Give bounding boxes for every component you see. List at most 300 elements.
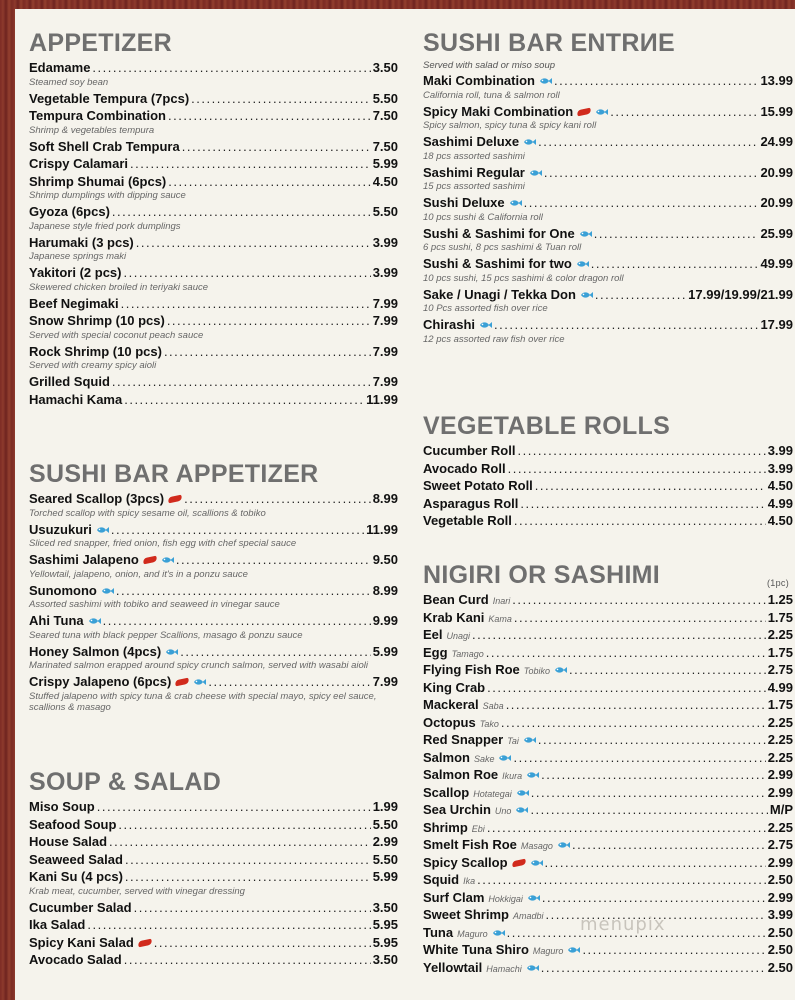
dot-leader: [112, 373, 371, 391]
item-price: 3.50: [372, 952, 398, 967]
item-name: Avocado Roll: [423, 460, 506, 476]
raw-fish-icon: [165, 648, 178, 656]
dot-leader: [524, 194, 759, 212]
section-title-text: NIGIRI OR SASHIMI: [423, 561, 661, 589]
item-description: Spicy salmon, spicy tuna & spicy kani roll: [423, 120, 597, 131]
item-price: 1.99: [372, 799, 398, 814]
item-description: Japanese springs maki: [29, 251, 127, 262]
menu-item-king-crab: [423, 679, 793, 697]
menu-item-salmon: [423, 749, 793, 767]
item-name: Usuzukuri: [29, 521, 92, 537]
item-price: 5.50: [372, 204, 398, 219]
dot-leader: [486, 644, 766, 662]
spicy-pepper-icon: [577, 107, 592, 116]
section-title-text: VEGETABLE ROLLS: [423, 412, 671, 440]
menu-item-avocado-roll: [423, 460, 793, 478]
item-name: Sweet Shrimp: [423, 907, 509, 922]
item-name: Octopus: [423, 714, 476, 730]
menu-item-asparagus-roll: [423, 495, 793, 513]
item-name: Sea Urchin: [423, 802, 491, 817]
raw-fish-icon: [530, 859, 543, 867]
menu-item-sashimi-jalapeno: [29, 551, 398, 569]
item-name: Krab Kani: [423, 609, 485, 625]
menu-item-salmon-roe: [423, 766, 793, 784]
spicy-pepper-icon: [137, 938, 152, 947]
spicy-pepper-icon: [511, 858, 526, 867]
item-japanese-name: Masago: [520, 841, 553, 851]
item-name: Crispy Jalapeno (6pcs): [29, 674, 172, 689]
menu-item-crispy-calamari: [29, 155, 398, 173]
item-name: Sunomono: [29, 582, 97, 598]
menu-item-snow-shrimp-10-pcs: [29, 312, 398, 330]
menu-page: [15, 9, 795, 1000]
dot-leader: [541, 959, 766, 977]
item-name: Tempura Combination: [29, 108, 166, 123]
item-name: King Crab: [423, 679, 486, 695]
menu-item-yakitori-2-pcs: [29, 264, 398, 282]
item-price: 5.99: [372, 156, 398, 171]
item-name: Ahi Tuna: [29, 613, 84, 628]
menu-item-cucumber-salad: [29, 899, 398, 917]
item-price: 2.99: [767, 854, 793, 870]
raw-fish-icon: [523, 138, 536, 146]
item-japanese-name: Tai: [507, 736, 519, 746]
menu-item-smelt-fish-roe: [423, 836, 793, 854]
raw-fish-icon: [479, 321, 492, 329]
dot-leader: [112, 203, 371, 221]
item-name: Cucumber Salad: [29, 899, 132, 915]
menu-item-spicy-kani-salad: [29, 934, 398, 952]
menu-item-maki-combination: [423, 72, 793, 90]
item-description: Served with creamy spicy aioli: [29, 360, 157, 371]
spicy-pepper-icon: [168, 495, 183, 504]
item-name: Edamame: [29, 60, 91, 75]
item-description: Served with special coconut peach sauce: [29, 329, 204, 341]
item-price: 5.99: [372, 643, 398, 659]
dot-leader: [514, 512, 766, 530]
menu-item-kani-su-4-pcs: [29, 868, 398, 886]
menu-item-flying-fish-roe: [423, 661, 793, 679]
item-name: Sashimi Jalapeno: [29, 552, 139, 567]
menu-item-bean-curd: [423, 591, 793, 609]
item-price: 13.99: [760, 73, 793, 88]
item-price: 25.99: [760, 225, 793, 241]
raw-fish-icon: [567, 946, 580, 954]
dot-leader: [541, 766, 766, 784]
item-name: Seaweed Salad: [29, 851, 123, 867]
section-title: [423, 410, 793, 442]
item-name: Egg: [423, 644, 448, 660]
dot-leader: [591, 255, 759, 273]
item-price: 2.50: [767, 872, 793, 887]
item-price: 11.99: [366, 521, 398, 537]
dot-leader: [154, 934, 371, 952]
item-price: 2.75: [767, 662, 793, 677]
item-name: Sashimi Regular: [423, 164, 525, 180]
menu-item-scallop: [423, 784, 793, 802]
section-appetizer: [29, 27, 398, 408]
item-price: 2.75: [767, 837, 793, 852]
item-name: Seafood Soup: [29, 816, 117, 832]
item-japanese-name: Maguro: [532, 946, 564, 956]
menu-item-seafood-soup: [29, 816, 398, 834]
item-price: 17.99: [760, 317, 793, 332]
item-price: 49.99: [760, 256, 793, 271]
dot-leader: [517, 442, 765, 460]
item-price: 1.75: [767, 697, 793, 712]
item-description: Shrimp & vegetables tempura: [29, 124, 155, 136]
dot-leader: [610, 103, 758, 121]
dot-leader: [531, 784, 766, 802]
dot-leader: [514, 609, 766, 627]
menu-item-soft-shell-crab-tempura: [29, 138, 398, 156]
item-price: 2.25: [767, 732, 793, 747]
dot-leader: [208, 673, 370, 691]
item-price: 4.50: [767, 513, 793, 528]
item-price: 2.25: [767, 749, 793, 765]
menu-item-shrimp: [423, 819, 793, 837]
item-description: 10 Pcs assorted fish over rice: [423, 303, 548, 314]
item-name: Seared Scallop (3pcs): [29, 491, 165, 506]
item-japanese-name: Ebi: [471, 823, 485, 834]
item-price: 5.95: [372, 917, 398, 932]
item-name: Squid: [423, 872, 460, 887]
section-sushi-bar-entree: [423, 27, 793, 347]
item-name: Sushi & Sashimi for One: [423, 225, 575, 241]
item-price: 2.50: [767, 924, 793, 940]
section-title: [423, 27, 793, 59]
raw-fish-icon: [88, 617, 101, 625]
item-price: 7.99: [372, 343, 398, 359]
section-title-text: SOUP & SALAD: [29, 768, 222, 796]
item-name: Smelt Fish Roe: [423, 837, 517, 852]
item-name: Salmon: [423, 749, 470, 765]
raw-fish-icon: [595, 108, 608, 116]
item-price: 3.50: [372, 60, 398, 75]
item-japanese-name: Hotategai: [473, 788, 512, 799]
raw-fish-icon: [557, 841, 570, 849]
raw-fish-icon: [516, 789, 529, 797]
item-description: 6 pcs sushi, 8 pcs sashimi & Tuan roll: [423, 242, 582, 253]
item-price: 1.25: [767, 592, 793, 607]
item-name: Yakitori (2 pcs): [29, 265, 122, 280]
item-price: 7.50: [372, 138, 398, 154]
menu-item-chirashi: [423, 316, 793, 334]
dot-leader: [513, 749, 765, 767]
menu-item-ahi-tuna: [29, 612, 398, 630]
dot-leader: [594, 225, 759, 243]
section-subtitle: Served with salad or miso soup: [423, 60, 556, 71]
item-price: 2.99: [372, 834, 398, 849]
item-japanese-name: Saba: [482, 701, 504, 711]
item-name: Sweet Potato Roll: [423, 478, 533, 493]
menu-item-mackeral: [423, 696, 793, 714]
dot-leader: [595, 286, 686, 304]
dot-leader: [180, 643, 370, 661]
dot-leader: [477, 871, 766, 889]
item-name: Cucumber Roll: [423, 443, 516, 458]
spicy-pepper-icon: [175, 678, 190, 687]
item-price: 8.99: [372, 582, 398, 598]
dot-leader: [130, 155, 371, 173]
menu-item-edamame: [29, 59, 398, 77]
item-name: Rock Shrimp (10 pcs): [29, 343, 162, 359]
item-price: 2.99: [767, 889, 793, 905]
item-name: White Tuna Shiro: [423, 942, 529, 957]
item-description: Assorted sashimi with tobiko and seaweed in vinegar sauce: [29, 599, 280, 610]
menu-item-harumaki-3-pcs: [29, 234, 398, 252]
item-japanese-name: Inari: [492, 596, 511, 606]
item-name: Sushi & Sashimi for two: [423, 256, 572, 271]
dot-leader: [109, 833, 371, 851]
dot-leader: [520, 495, 765, 513]
item-price: 4.99: [767, 495, 793, 511]
item-price: 2.50: [767, 959, 793, 975]
section-title: [423, 559, 793, 591]
menu-item-surf-clam: [423, 889, 793, 907]
section-title: [29, 458, 398, 490]
dot-leader: [487, 679, 766, 697]
item-description: Torched scallop with spicy sesame oil, scallions & tobiko: [29, 507, 266, 519]
item-price: 3.99: [767, 907, 793, 922]
dot-leader: [184, 490, 371, 508]
dot-leader: [545, 854, 766, 872]
dot-leader: [487, 819, 766, 837]
menu-item-sake-unagi-tekka-don: [423, 286, 793, 304]
menu-item-ika-salad: [29, 916, 398, 934]
section-title: [29, 27, 398, 59]
item-price: 3.99: [372, 265, 398, 280]
raw-fish-icon: [193, 678, 206, 686]
raw-fish-icon: [526, 771, 539, 779]
raw-fish-icon: [539, 77, 552, 85]
item-name: Asparagus Roll: [423, 495, 519, 511]
item-name: Grilled Squid: [29, 374, 110, 389]
item-name: Gyoza (6pcs): [29, 204, 110, 219]
menu-item-sea-urchin: [423, 801, 793, 819]
item-japanese-name: Tako: [479, 718, 499, 729]
item-name: Hamachi Kama: [29, 391, 123, 407]
raw-fish-icon: [492, 929, 505, 937]
menu-item-white-tuna-shiro: [423, 941, 793, 959]
item-name: Beef Negimaki: [29, 295, 119, 311]
item-name: Vegetable Roll: [423, 513, 512, 528]
menu-item-grilled-squid: [29, 373, 398, 391]
raw-fish-icon: [515, 806, 528, 814]
section-soup-salad: [29, 766, 398, 969]
item-description: Yellowtail, jalapeno, onion, and it's in a ponzu sauce: [29, 568, 248, 580]
dot-leader: [582, 941, 765, 959]
dot-leader: [111, 521, 364, 539]
watermark: menupix: [580, 914, 666, 935]
item-japanese-name: Kama: [488, 613, 512, 624]
item-japanese-name: Tamago: [451, 648, 484, 659]
raw-fish-icon: [498, 754, 511, 762]
item-price: 2.25: [767, 627, 793, 642]
dot-leader: [164, 343, 371, 361]
dot-leader: [125, 868, 371, 886]
dot-leader: [134, 899, 371, 917]
dot-leader: [87, 916, 370, 934]
item-japanese-name: Hokkigai: [488, 893, 523, 904]
dot-leader: [535, 477, 766, 495]
item-price: 2.99: [767, 767, 793, 782]
item-price: 3.99: [372, 234, 398, 250]
menu-item-honey-salmon-4pcs: [29, 643, 398, 661]
raw-fish-icon: [529, 169, 542, 177]
dot-leader: [118, 816, 370, 834]
dot-leader: [92, 59, 370, 77]
raw-fish-icon: [523, 736, 536, 744]
dot-leader: [472, 626, 766, 644]
dot-leader: [182, 138, 371, 156]
menu-item-yellowtail: [423, 959, 793, 977]
raw-fish-icon: [554, 666, 567, 674]
item-name: Miso Soup: [29, 799, 95, 814]
menu-item-sunomono: [29, 582, 398, 600]
dot-leader: [542, 889, 766, 907]
item-price: 5.99: [372, 869, 398, 884]
menu-item-crispy-jalapeno-6pcs: [29, 673, 398, 691]
item-name: Flying Fish Roe: [423, 662, 520, 677]
menu-item-hamachi-kama: [29, 391, 398, 409]
dot-leader: [512, 591, 765, 609]
item-name: Sashimi Deluxe: [423, 134, 520, 149]
item-price: 4.99: [767, 679, 793, 695]
dot-leader: [168, 107, 371, 125]
item-japanese-name: Ika: [463, 876, 476, 886]
item-price: 4.50: [372, 173, 398, 189]
item-name: Salmon Roe: [423, 767, 499, 782]
item-price: 7.99: [372, 674, 398, 689]
item-name: Bean Curd: [423, 592, 489, 607]
item-name: Ika Salad: [29, 917, 86, 932]
raw-fish-icon: [509, 199, 522, 207]
item-price: 7.99: [372, 374, 398, 389]
item-price: 3.99: [767, 443, 793, 458]
menu-item-sashimi-deluxe: [423, 133, 793, 151]
menu-item-usuzukuri: [29, 521, 398, 539]
item-japanese-name: Maguro: [457, 928, 488, 939]
item-price: 15.99: [760, 103, 793, 119]
section-title-text: APPETIZER: [29, 29, 172, 57]
item-name: Vegetable Tempura (7pcs): [29, 90, 190, 106]
dot-leader: [116, 582, 371, 600]
raw-fish-icon: [580, 291, 593, 299]
item-name: Maki Combination: [423, 73, 535, 88]
item-japanese-name: Tobiko: [523, 666, 550, 676]
menu-item-spicy-maki-combination: [423, 103, 793, 121]
menu-item-gyoza-6pcs: [29, 203, 398, 221]
dot-leader: [538, 731, 766, 749]
section-title: [29, 766, 398, 798]
item-description: Seared tuna with black pepper Scallions, masago & ponzu sauce: [29, 629, 303, 641]
dot-leader: [103, 612, 371, 630]
menu-item-sushi-sashimi-for-one: [423, 225, 793, 243]
item-name: Shrimp: [423, 819, 468, 835]
item-price: 2.25: [767, 714, 793, 730]
dot-leader: [136, 234, 371, 252]
item-description: 10 pcs sushi, 15 pcs sashimi & color dragon roll: [423, 272, 624, 284]
item-price: 2.99: [767, 784, 793, 800]
dot-leader: [506, 696, 766, 714]
dot-leader: [569, 661, 766, 679]
item-price: 4.50: [767, 478, 793, 493]
item-description: Japanese style fried pork dumplings: [29, 220, 181, 232]
item-price: 20.99: [760, 195, 793, 210]
menu-item-sweet-potato-roll: [423, 477, 793, 495]
item-name: Sake / Unagi / Tekka Don: [423, 286, 576, 302]
menu-item-egg: [423, 644, 793, 662]
item-description: Steamed soy bean: [29, 76, 109, 88]
item-price: 11.99: [366, 391, 398, 407]
item-name: Eel: [423, 627, 443, 642]
item-name: Scallop: [423, 784, 470, 800]
raw-fish-icon: [161, 556, 174, 564]
item-price: 2.50: [767, 942, 793, 957]
item-japanese-name: Hamachi: [486, 963, 522, 974]
item-name: Surf Clam: [423, 889, 485, 905]
section-title-text: SUSHI BAR ENTRИE: [423, 29, 675, 57]
dot-leader: [544, 164, 759, 182]
item-name: Snow Shrimp (10 pcs): [29, 313, 165, 328]
dot-leader: [501, 714, 766, 732]
dot-leader: [554, 72, 759, 90]
item-description: Sliced red snapper, fried onion, fish egg with chef special sauce: [29, 538, 297, 549]
item-price: 9.99: [372, 613, 398, 628]
item-price: 1.75: [767, 609, 793, 625]
item-description: 18 pcs assorted sashimi: [423, 150, 525, 162]
dot-leader: [494, 316, 758, 334]
menu-item-house-salad: [29, 833, 398, 851]
menu-item-sushi-sashimi-for-two: [423, 255, 793, 273]
menu-item-squid: [423, 871, 793, 889]
item-price: 8.99: [372, 491, 398, 506]
item-price: 7.50: [372, 108, 398, 123]
dot-leader: [538, 133, 758, 151]
raw-fish-icon: [96, 526, 109, 534]
item-name: Red Snapper: [423, 732, 504, 747]
dot-leader: [167, 312, 371, 330]
dot-leader: [572, 836, 766, 854]
item-description: Marinated salmon erapped around spicy crunch salmon, served with wasabi aioli: [29, 660, 369, 671]
item-price: 5.50: [372, 816, 398, 832]
item-price: 24.99: [760, 134, 793, 149]
section-sushi-bar-appetizer: [29, 458, 398, 715]
menu-item-sashimi-regular: [423, 164, 793, 182]
item-japanese-name: Uno: [494, 806, 512, 816]
raw-fish-icon: [526, 964, 539, 972]
item-description: Stuffed jalapeno with spicy tuna & crab cheese with special mayo, spicy eel sauce, scallions & masago: [29, 690, 377, 713]
menu-item-tempura-combination: [29, 107, 398, 125]
dot-leader: [530, 801, 767, 819]
menu-item-cucumber-roll: [423, 442, 793, 460]
item-price: 5.50: [372, 851, 398, 867]
menu-item-miso-soup: [29, 798, 398, 816]
item-name: Spicy Kani Salad: [29, 934, 134, 950]
item-description: Krab meat, cucumber, served with vinegar dressing: [29, 885, 245, 897]
dot-leader: [176, 551, 371, 569]
item-price: 2.25: [767, 819, 793, 835]
item-price: 1.75: [767, 644, 793, 660]
menu-item-octopus: [423, 714, 793, 732]
menu-item-avocado-salad: [29, 951, 398, 969]
item-description: 12 pcs assorted raw fish over rice: [423, 333, 565, 345]
item-name: Soft Shell Crab Tempura: [29, 138, 180, 154]
item-japanese-name: Unagi: [446, 631, 471, 641]
item-price: 20.99: [760, 164, 793, 180]
item-name: Mackeral: [423, 697, 479, 712]
